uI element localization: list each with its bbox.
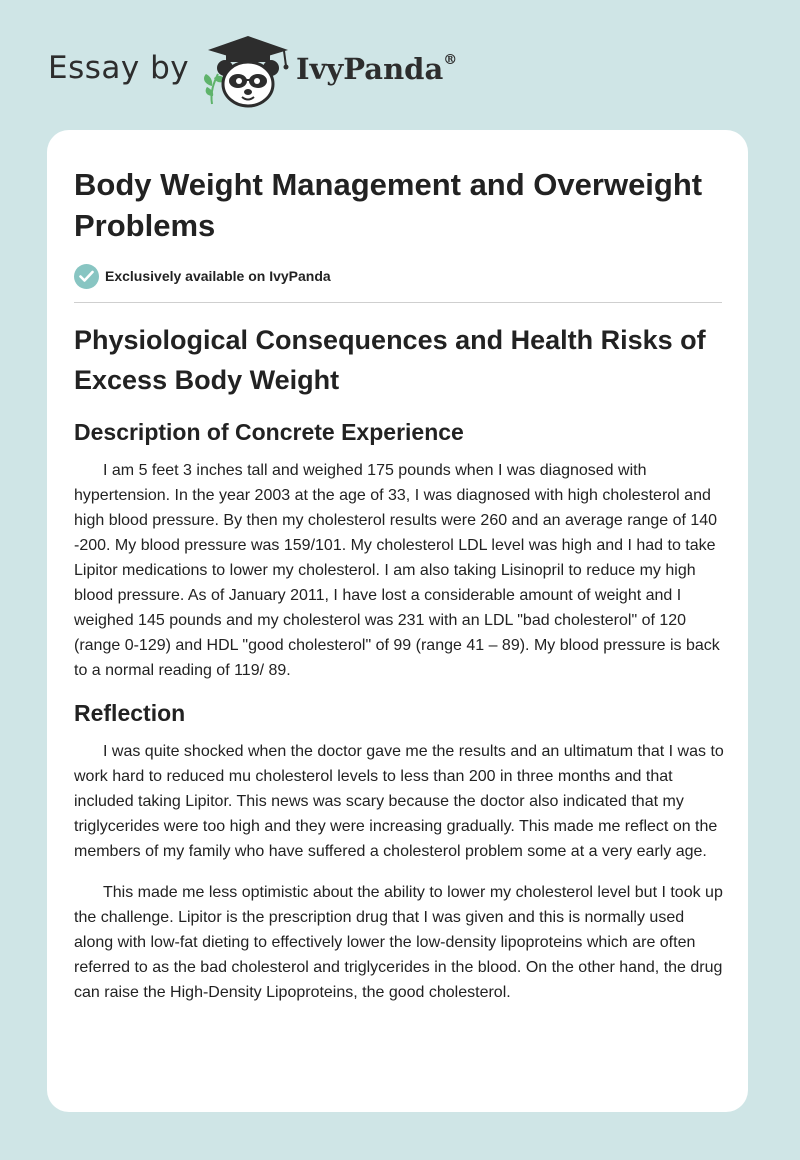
essay-by-label: Essay by [48, 50, 190, 86]
exclusive-badge [74, 263, 331, 289]
paragraph: I was quite shocked when the doctor gave me the results and an ultimatum that I was to work hard to reduced mu cholesterol levels to less than 200 in three months and that included taking Lipitor. This news was scary because the doctor also indicated that my triglycerides were too high and they were increasing gradually. This made me reflect on the members of my family who have suffered a cholesterol problem some at a very early age. [74, 743, 724, 860]
leaf-icon [204, 74, 224, 104]
essay-card [47, 130, 748, 1112]
section-title: Physiological Consequences and Health Risks of Excess Body Weight [74, 325, 706, 395]
brand-name[interactable] [296, 52, 457, 86]
divider [74, 302, 722, 303]
site-header [0, 0, 800, 130]
badge-label: Exclusively available on IvyPanda [105, 268, 331, 284]
brand-label: IvyPanda [296, 52, 444, 86]
subheading-concrete-experience: Description of Concrete Experience [74, 419, 464, 445]
subheading-reflection: Reflection [74, 700, 186, 726]
page-title: Body Weight Management and Overweight Problems [74, 167, 703, 243]
essay-body [74, 320, 724, 1005]
panda-logo-icon[interactable] [200, 34, 296, 110]
registered-mark: ® [443, 52, 458, 69]
paragraph: This made me less optimistic about the ability to lower my cholesterol level but I took up the challenge. Lipitor is the prescription drug that I was given and this is normally used along with low-fat dieting to effectively lower the low-density lipoproteins which are often referred to as the bad cholesterol and triglycerides in the blood. On the other hand, the drug can raise the High-Density Lipoproteins, the good cholesterol. [74, 884, 723, 1001]
check-icon [74, 264, 99, 289]
paragraph: I am 5 feet 3 inches tall and weighed 175 pounds when I was diagnosed with hypertension. In the year 2003 at the age of 33, I was diagnosed with high cholesterol and high blood pressure. By then my cholesterol results were 260 and an average range of 140 -200. My blood pressure was 159/101. My cholesterol LDL level was high and I had to take Lipitor medications to lower my cholesterol. I am also taking Lisinopril to reduce my high blood pressure. As of January 2011, I have lost a considerable amount of weight and I weighed 145 pounds and my cholesterol was 231 with an LDL "bad cholesterol" of 120 (range 0-129) and HDL "good cholesterol" of 99 (range 41 – 89). My blood pressure is back to a normal reading of 119/ 89. [74, 462, 720, 679]
